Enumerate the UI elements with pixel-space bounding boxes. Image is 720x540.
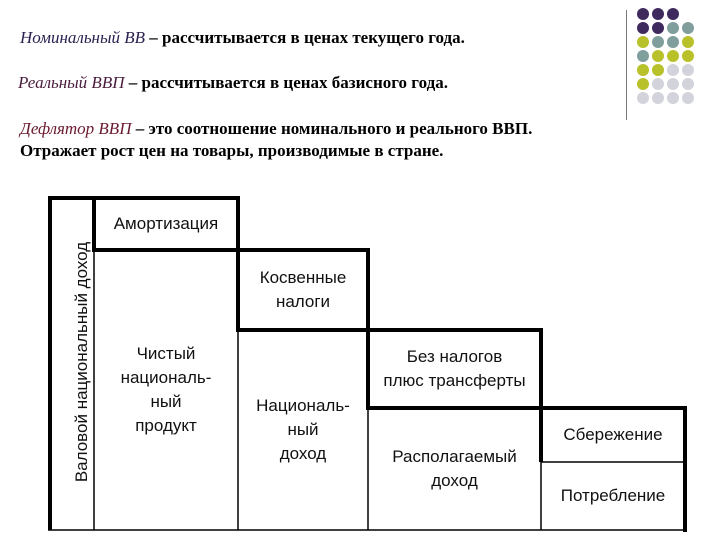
disposable-income-cell: Располагаемый доход: [392, 447, 517, 490]
gdp-deflator-text: – это соотношение номинального и реального ВВП.: [131, 119, 533, 138]
real-gdp-term: Реальный ВВП: [18, 73, 125, 92]
nominal-gdp-text: – рассчитывается в ценах текущего года.: [145, 28, 465, 47]
real-gdp-text: – рассчитывается в ценах базисного года.: [124, 73, 448, 92]
deflator-note: Отражает рост цен на товары, производимые в стране.: [20, 141, 444, 160]
national-income-cell: Националь- ный доход: [256, 396, 350, 463]
gross-national-income-label: Валовой национальный доход: [72, 241, 91, 483]
amortization-cell: Амортизация: [113, 214, 219, 233]
consumption-cell: Потребление: [560, 486, 666, 505]
net-national-product-cell: Чистый националь- ный продукт: [120, 344, 212, 435]
indirect-taxes-cell: Косвенные налоги: [259, 268, 347, 311]
nominal-gdp-term: Номинальный ВВ: [20, 28, 146, 47]
savings-cell: Сбережение: [563, 425, 663, 444]
gdp-deflator-term: Дефлятор ВВП: [20, 119, 132, 138]
without-taxes-cell: Без налогов плюс трансферты: [383, 347, 526, 390]
